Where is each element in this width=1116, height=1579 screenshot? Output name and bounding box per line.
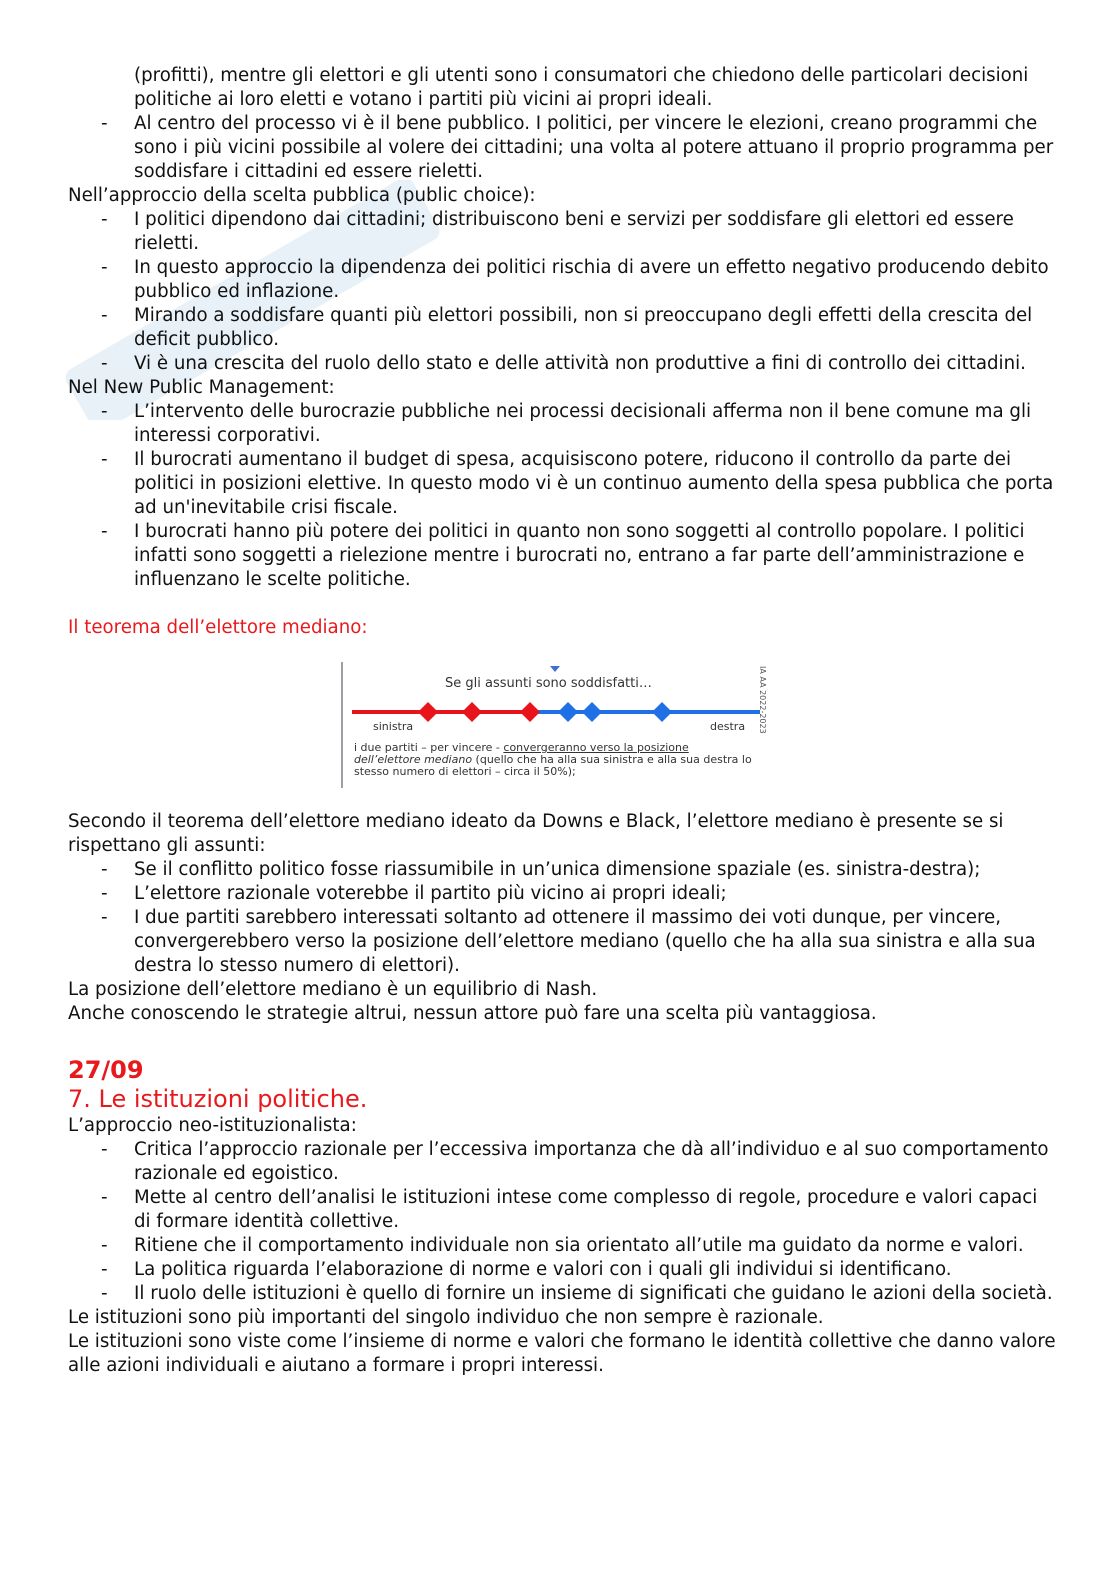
list-item: - Critica l’approccio razionale per l’eccessiva importanza che dà all’individuo e al suo comportamento razionale ed egoistico. xyxy=(68,1138,1058,1186)
list-item: - L’intervento delle burocrazie pubbliche nei processi decisionali afferma non il bene comune ma gli interessi corporativi. xyxy=(68,400,1058,448)
caption-italic: dell’elettore mediano xyxy=(354,753,473,766)
chapter-conclusion-2: Le istituzioni sono viste come l’insieme di norme e valori che formano le identità collettive che danno valore alle azioni individuali e aiutano a formare i propri interessi. xyxy=(68,1331,1056,1376)
chapter-intro: L’approccio neo-istituzionalista: xyxy=(68,1115,357,1136)
public-choice-intro: Nell’approccio della scelta pubblica (public choice): xyxy=(68,185,536,206)
median-conclusion-2: Anche conoscendo le strategie altrui, nessun attore può fare una scelta più vantaggiosa. xyxy=(68,1003,877,1024)
median-voter-heading: Il teorema dell’elettore mediano: xyxy=(68,617,368,638)
public-choice-list xyxy=(68,208,1058,376)
npm-intro: Nel New Public Management: xyxy=(68,377,335,398)
median-assumptions-list xyxy=(68,858,1058,978)
npm-list xyxy=(68,400,1058,592)
axis-label-left: sinistra xyxy=(373,720,414,733)
list-item: - In questo approccio la dipendenza dei politici rischia di avere un effetto negativo producendo debito pubblico ed inflazione. xyxy=(68,256,1058,304)
caption-part: i due partiti – per vincere - xyxy=(354,741,504,754)
chapter-conclusion-1: Le istituzioni sono più importanti del singolo individuo che non sempre è razionale. xyxy=(68,1307,824,1328)
caption-underlined: convergeranno verso la posizione xyxy=(503,741,689,754)
left-party-point xyxy=(520,702,540,722)
right-party-point xyxy=(652,702,672,722)
list-item: - La politica riguarda l’elaborazione di norme e valori con i quali gli individui si identificano. xyxy=(68,1258,1058,1282)
chapter-list xyxy=(68,1138,1058,1306)
list-item: - Il burocrati aumentano il budget di spesa, acquisiscono potere, riducono il controllo da parte dei politici in posizioni elettive. In questo modo vi è un continuo aumento della spesa pubblica che porta ad un'inevitabile crisi fiscale. xyxy=(68,448,1058,520)
right-party-point xyxy=(582,702,602,722)
caption-part: (quello che ha alla sua sinistra e alla sua destra lo stesso numero di elettori – circa il 50%); xyxy=(354,753,752,778)
list-item: - Vi è una crescita del ruolo dello stato e delle attività non produttive a fini di controllo dei cittadini. xyxy=(68,352,1058,376)
left-party-point xyxy=(462,702,482,722)
paragraph-continuation: (profitti), mentre gli elettori e gli utenti sono i consumatori che chiedono delle particolari decisioni politiche ai loro eletti e votano i partiti più vicini ai propri ideali. xyxy=(134,65,1029,110)
bullet-list-intro xyxy=(68,112,1058,184)
figure-title: Se gli assunti sono soddisfatti… xyxy=(445,676,652,691)
list-item: - I due partiti sarebbero interessati soltanto ad ottenere il massimo dei voti dunque, per vincere, convergerebbero verso la posizione dell’elettore mediano (quello che ha alla sua sinistra e alla sua destra lo stesso numero di elettori). xyxy=(68,906,1058,978)
list-item: - L’elettore razionale voterebbe il partito più vicino ai propri ideali; xyxy=(68,882,1058,906)
list-item: - Ritiene che il comportamento individuale non sia orientato all’utile ma guidato da norme e valori. xyxy=(68,1234,1058,1258)
figure-caption xyxy=(354,742,754,778)
list-item: - I burocrati hanno più potere dei politici in quanto non sono soggetti al controllo popolare. I politici infatti sono soggetti a rielezione mentre i burocrati no, entrano a far parte dell’amministrazione e influenzano le scelte politiche. xyxy=(68,520,1058,592)
axis-label-right: destra xyxy=(710,720,746,733)
median-intro: Secondo il teorema dell’elettore mediano ideato da Downs e Black, l’elettore mediano è presente se si rispettano gli assunti: xyxy=(68,811,1004,856)
list-item: - Mette al centro dell’analisi le istituzioni intese come complesso di regole, procedure e valori capaci di formare identità collettive. xyxy=(68,1186,1058,1234)
list-item: - Il ruolo delle istituzioni è quello di fornire un insieme di significati che guidano le azioni della società. xyxy=(68,1282,1058,1306)
median-conclusion-1: La posizione dell’elettore mediano è un equilibrio di Nash. xyxy=(68,979,598,1000)
median-voter-figure xyxy=(340,662,780,788)
document-page xyxy=(68,64,1058,1378)
list-item: - Mirando a soddisfare quanti più elettori possibili, non si preoccupano degli effetti della crescita del deficit pubblico. xyxy=(68,304,1058,352)
list-item: - Se il conflitto politico fosse riassumibile in un’unica dimensione spaziale (es. sinistra-destra); xyxy=(68,858,1058,882)
left-party-point xyxy=(418,702,438,722)
chapter-title: 7. Le istituzioni politiche. xyxy=(68,1085,368,1113)
right-party-point xyxy=(558,702,578,722)
list-item: - I politici dipendono dai cittadini; distribuiscono beni e servizi per soddisfare gli elettori ed essere rieletti. xyxy=(68,208,1058,256)
lesson-date: 27/09 xyxy=(68,1056,144,1084)
list-item: - Al centro del processo vi è il bene pubblico. I politici, per vincere le elezioni, creano programmi che sono i più vicini possibile al volere dei cittadini; una volta al potere attuano il proprio programma per soddisfare i cittadini ed essere rieletti. xyxy=(68,112,1058,184)
figure-side-label: IA AA 2022-2023 xyxy=(758,666,767,734)
